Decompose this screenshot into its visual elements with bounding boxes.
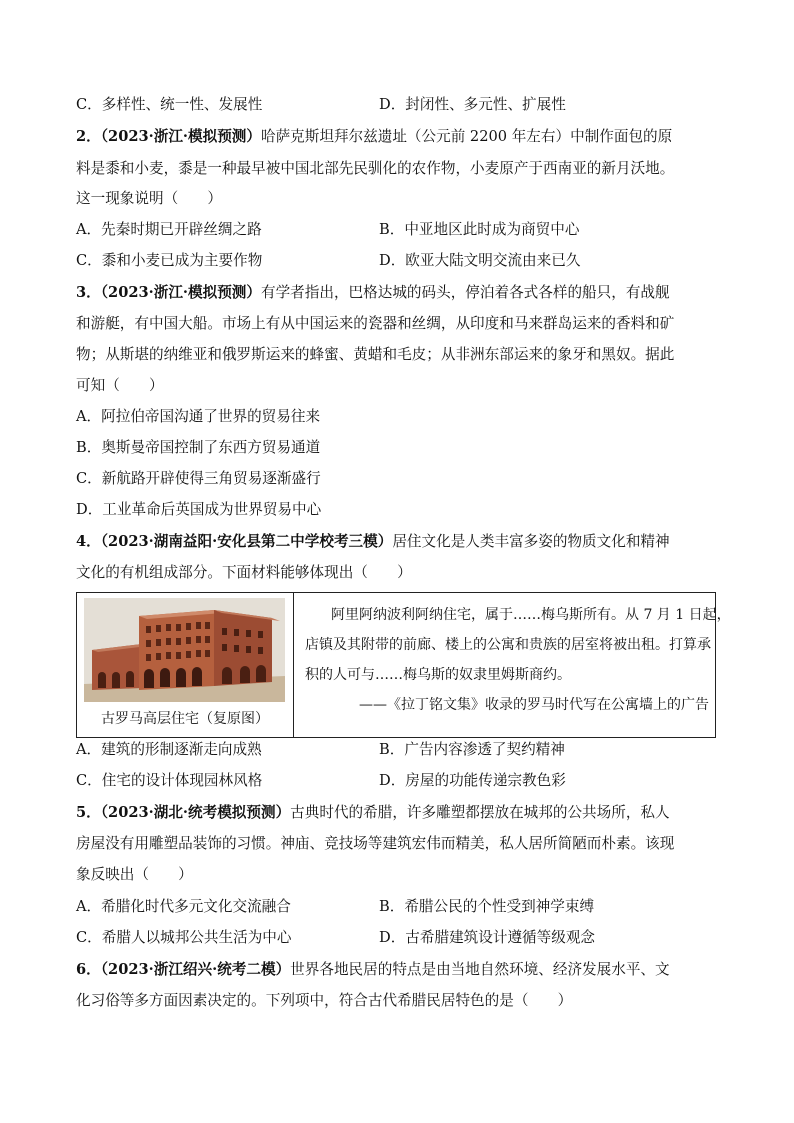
q5-number: 5． (76, 804, 101, 821)
q4-stem-line1 (76, 532, 670, 552)
material-line-2: 店镇及其附带的前廊、楼上的公寓和贵族的居室将被出租。打算承 (305, 637, 711, 653)
q5-options-ab (76, 897, 595, 917)
q4-option-c[interactable]: C．住宅的设计体现园林风格 (76, 772, 263, 789)
q3-option-b[interactable]: B．奥斯曼帝国控制了东西方贸易通道 (76, 439, 321, 456)
q3-stem-line3: 物；从斯堪的纳维亚和俄罗斯运来的蜂蜜、黄蜡和毛皮；从非洲东部运来的象牙和黑奴。据此 (76, 346, 675, 363)
q2-option-b[interactable]: B．中亚地区此时成为商贸中心 (379, 221, 580, 238)
q4-options-cd (76, 771, 566, 791)
q2-text: 哈萨克斯坦拜尔兹遗址（公元前 2200 年左右）中制作面包的原 (260, 128, 673, 145)
q6-stem-line1 (76, 960, 670, 980)
q6-number: 6． (76, 961, 101, 978)
q3-option-c[interactable]: C．新航路开辟使得三角贸易逐渐盛行 (76, 470, 321, 487)
q3-stem-line2: 和游艇，有中国大船。市场上有从中国运来的瓷器和丝绸，从印度和马来群岛运来的香料和矿 (76, 315, 675, 332)
q5-stem-line2: 房屋没有用雕塑品装饰的习惯。神庙、竞技场等建筑宏伟而精美，私人居所简陋而朴素。该现 (76, 835, 675, 852)
q4-number: 4． (76, 533, 101, 550)
q1-option-c[interactable]: C．多样性、统一性、发展性 (76, 96, 263, 113)
q3-stem-line1 (76, 283, 670, 303)
roman-apartment-image (84, 598, 285, 702)
q1-options-cd (76, 95, 566, 115)
q6-source: （2023·浙江绍兴·统考二模） (100, 961, 291, 978)
roman-building-illustration (84, 598, 285, 702)
q5-stem-line1 (76, 803, 670, 823)
q5-stem-line3: 象反映出（ ） (76, 866, 193, 883)
q2-stem-line1 (76, 127, 672, 147)
q5-option-a[interactable]: A．希腊化时代多元文化交流融合 (76, 898, 291, 915)
q6-text: 世界各地民居的特点是由当地自然环境、经济发展水平、文 (290, 961, 670, 978)
q3-source: （2023·浙江·模拟预测） (100, 284, 261, 301)
q2-options-ab (76, 220, 580, 240)
q5-source: （2023·湖北·统考模拟预测） (100, 804, 291, 821)
q2-option-c[interactable]: C．黍和小麦已成为主要作物 (76, 252, 263, 269)
q5-options-cd (76, 928, 596, 948)
q4-stem-line2: 文化的有机组成部分。下面材料能够体现出（ ） (76, 564, 412, 581)
q4-material-box (76, 592, 731, 738)
q1-option-d[interactable]: D．封闭性、多元性、扩展性 (379, 96, 566, 113)
q3-option-d[interactable]: D．工业革命后英国成为世界贸易中心 (76, 501, 322, 518)
q4-options-ab (76, 740, 565, 760)
material-line-3: 积的人可与……梅乌斯的奴隶里姆斯商约。 (305, 667, 571, 683)
q4-image-cell (77, 593, 294, 737)
q2-options-cd (76, 251, 581, 271)
q5-option-d[interactable]: D．古希腊建筑设计遵循等级观念 (379, 929, 596, 946)
q4-option-b[interactable]: B．广告内容渗透了契约精神 (379, 741, 565, 758)
q2-number: 2． (76, 128, 101, 145)
q4-option-a[interactable]: A．建筑的形制逐渐走向成熟 (76, 741, 262, 758)
material-source: ——《拉丁铭文集》收录的罗马时代写在公寓墙上的广告 (359, 697, 709, 713)
q2-option-d[interactable]: D．欧亚大陆文明交流由来已久 (379, 252, 581, 269)
q2-stem-line2: 料是黍和小麦，黍是一种最早被中国北部先民驯化的农作物，小麦原产于西南亚的新月沃地。 (76, 160, 675, 177)
q4-text: 居住文化是人类丰富多姿的物质文化和精神 (392, 533, 670, 550)
q5-option-b[interactable]: B．希腊公民的个性受到神学束缚 (379, 898, 595, 915)
q3-option-a[interactable]: A．阿拉伯帝国沟通了世界的贸易往来 (76, 408, 321, 425)
q4-option-d[interactable]: D．房屋的功能传递宗教色彩 (379, 772, 566, 789)
q3-stem-line4: 可知（ ） (76, 377, 164, 394)
q5-text: 古典时代的希腊，许多雕塑都摆放在城邦的公共场所，私人 (290, 804, 670, 821)
q4-source: （2023·湖南益阳·安化县第二中学校考三模） (100, 533, 393, 550)
q3-text: 有学者指出，巴格达城的码头，停泊着各式各样的船只，有战舰 (260, 284, 670, 301)
q2-stem-line3: 这一现象说明（ ） (76, 190, 222, 207)
q2-source: （2023·浙江·模拟预测） (100, 128, 261, 145)
q5-option-c[interactable]: C．希腊人以城邦公共生活为中心 (76, 929, 292, 946)
q6-stem-line2: 化习俗等多方面因素决定的。下列项中，符合古代希腊民居特色的是（ ） (76, 992, 573, 1009)
q3-number: 3． (76, 284, 101, 301)
q2-option-a[interactable]: A．先秦时期已开辟丝绸之路 (76, 221, 262, 238)
material-line-1: 阿里阿纳波利阿纳住宅，属于……梅乌斯所有。从 7 月 1 日起， (331, 607, 731, 623)
image-caption: 古罗马高层住宅（复原图） (101, 711, 269, 727)
